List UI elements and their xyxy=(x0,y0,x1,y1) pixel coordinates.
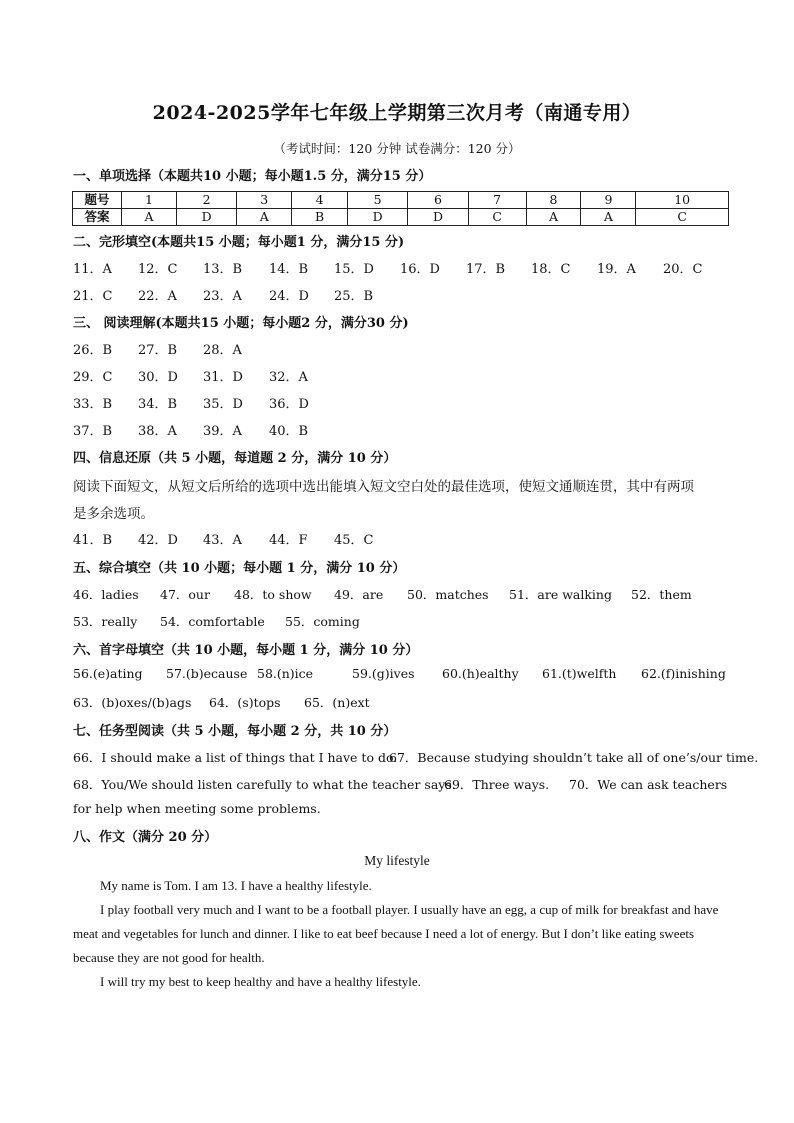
table-cell: B xyxy=(292,209,348,226)
answer-item: 23．A xyxy=(203,289,242,304)
answer-item: 60.(h)ealthy xyxy=(442,666,519,681)
instruction-text: 阅读下面短文，从短文后所给的选项中选出能填入短文空白处的最佳选项，使短文通顺连贯，其中有两项 xyxy=(73,479,694,495)
answer-item: 28．A xyxy=(203,343,242,358)
answer-item: 46．ladies xyxy=(73,587,139,602)
answer-item: 24．D xyxy=(269,289,309,304)
answer-item: 21．C xyxy=(73,289,113,304)
answer-item: 53．really xyxy=(73,614,138,629)
section1-heading: 一、单项选择（本题共10 小题；每小题1.5 分，满分15 分） xyxy=(73,169,432,184)
answer-item: 43．A xyxy=(203,533,242,548)
table-cell: 4 xyxy=(292,192,348,209)
answer-item: 41．B xyxy=(73,533,113,548)
answer-item: 31．D xyxy=(203,370,243,385)
table-cell: 6 xyxy=(408,192,468,209)
table-cell: A xyxy=(237,209,292,226)
table-cell: 9 xyxy=(581,192,636,209)
answer-item: 32．A xyxy=(269,370,308,385)
answer-item: 55．coming xyxy=(285,614,360,629)
table-cell: 2 xyxy=(176,192,236,209)
answer-item: 63．(b)oxes/(b)ags xyxy=(73,695,192,710)
section3-heading: 三、 阅读理解(本题共15 小题；每小题2 分，满分30 分) xyxy=(73,316,409,331)
section6-heading: 六、首字母填空（共 10 小题，每小题 1 分，满分 10 分） xyxy=(73,643,419,658)
answer-item: 65．(n)ext xyxy=(304,695,370,710)
answer-item: 39．A xyxy=(203,424,242,439)
answer-item: 37．B xyxy=(73,424,113,439)
answer-item: 17．B xyxy=(466,262,506,277)
essay-paragraph: I play football very much and I want to be a football player. I usually have an egg, a cup of milk for breakfast and have meat and vegetables for lunch and dinner. I like to eat beef because I need a lot of energy. But I don’t like eating sweets because they are not good for health. xyxy=(73,902,719,965)
answer-item: 50．matches xyxy=(407,587,489,602)
answer-item: 45．C xyxy=(334,533,374,548)
exam-info: （考试时间：120 分钟 试卷满分：120 分） xyxy=(273,141,521,156)
answer-item: 27．B xyxy=(138,343,178,358)
answer-item: 30．D xyxy=(138,370,178,385)
answer-item: 59.(g)ives xyxy=(352,666,415,681)
answer-item: for help when meeting some problems. xyxy=(73,801,321,816)
answer-item: 33．B xyxy=(73,397,113,412)
answer-item: 12．C xyxy=(138,262,178,277)
table-cell: A xyxy=(122,209,177,226)
answer-item: 48．to show xyxy=(234,587,312,602)
table-cell: 7 xyxy=(468,192,526,209)
answer-item: 44．F xyxy=(269,533,308,548)
answer-item: 47．our xyxy=(160,587,210,602)
table-cell: 3 xyxy=(237,192,292,209)
answer-item: 67．Because studying shouldn’t take all of one’s/our time. xyxy=(389,750,759,765)
answer-item: 34．B xyxy=(138,397,178,412)
answer-row xyxy=(73,209,729,226)
section5-heading: 五、综合填空（共 10 小题；每小题 1 分，满分 10 分） xyxy=(73,561,406,576)
answer-table xyxy=(72,191,729,226)
number-row xyxy=(73,192,729,209)
answer-item: 22．A xyxy=(138,289,177,304)
instruction-text: 是多余选项。 xyxy=(73,506,154,522)
essay-paragraph: I will try my best to keep healthy and have a healthy lifestyle. xyxy=(100,974,421,989)
answer-item: 16．D xyxy=(400,262,440,277)
table-cell: 10 xyxy=(636,192,729,209)
answer-item: 54．comfortable xyxy=(160,614,265,629)
answer-item: 26．B xyxy=(73,343,113,358)
answer-item: 20．C xyxy=(663,262,703,277)
table-cell: D xyxy=(176,209,236,226)
answer-item: 15．D xyxy=(334,262,374,277)
answer-item: 25．B xyxy=(334,289,374,304)
answer-item: 66．I should make a list of things that I have to do. xyxy=(73,750,398,765)
answer-item: 14．B xyxy=(269,262,309,277)
answer-item: 51．are walking xyxy=(509,587,612,602)
answer-item: 19．A xyxy=(597,262,636,277)
answer-item: 38．A xyxy=(138,424,177,439)
table-cell: A xyxy=(581,209,636,226)
answer-item: 58.(n)ice xyxy=(257,666,314,681)
section8-heading: 八、作文（满分 20 分） xyxy=(73,830,218,845)
essay-title: My lifestyle xyxy=(364,853,430,868)
answer-item: 57.(b)ecause xyxy=(166,666,248,681)
answer-item: 29．C xyxy=(73,370,113,385)
answer-item: 62.(f)inishing xyxy=(641,666,726,681)
answer-item: 36．D xyxy=(269,397,309,412)
table-cell: C xyxy=(468,209,526,226)
essay-body xyxy=(73,874,721,994)
row-label-number: 题号 xyxy=(73,192,122,209)
essay-paragraph: My name is Tom. I am 13. I have a healthy lifestyle. xyxy=(100,878,372,893)
section4-heading: 四、信息还原（共 5 小题，每道题 2 分，满分 10 分） xyxy=(73,451,397,466)
answer-item: 42．D xyxy=(138,533,178,548)
table-cell: C xyxy=(636,209,729,226)
section2-heading: 二、完形填空(本题共15 小题；每小题1 分，满分15 分) xyxy=(73,235,405,250)
answer-item: 56.(e)ating xyxy=(73,666,143,681)
answer-item: 69．Three ways. xyxy=(444,777,550,792)
answer-item: 70．We can ask teachers xyxy=(569,777,728,792)
table-cell: 1 xyxy=(122,192,177,209)
answer-item: 52．them xyxy=(631,587,692,602)
section7-heading: 七、任务型阅读（共 5 小题，每小题 2 分，共 10 分） xyxy=(73,724,397,739)
table-cell: 8 xyxy=(526,192,581,209)
answer-item: 35．D xyxy=(203,397,243,412)
table-cell: A xyxy=(526,209,581,226)
answer-item: 64．(s)tops xyxy=(209,695,281,710)
row-label-answer: 答案 xyxy=(73,209,122,226)
answer-item: 40．B xyxy=(269,424,309,439)
answer-item: 13．B xyxy=(203,262,243,277)
answer-item: 68．You/We should listen carefully to what the teacher says. xyxy=(73,777,456,792)
table-cell: D xyxy=(347,209,407,226)
answer-item: 18．C xyxy=(531,262,571,277)
answer-item: 61.(t)welfth xyxy=(542,666,617,681)
answer-item: 11．A xyxy=(73,262,112,277)
answer-item: 49．are xyxy=(334,587,384,602)
table-cell: 5 xyxy=(347,192,407,209)
table-cell: D xyxy=(408,209,468,226)
page-title: 2024-2025学年七年级上学期第三次月考（南通专用） xyxy=(152,102,642,124)
